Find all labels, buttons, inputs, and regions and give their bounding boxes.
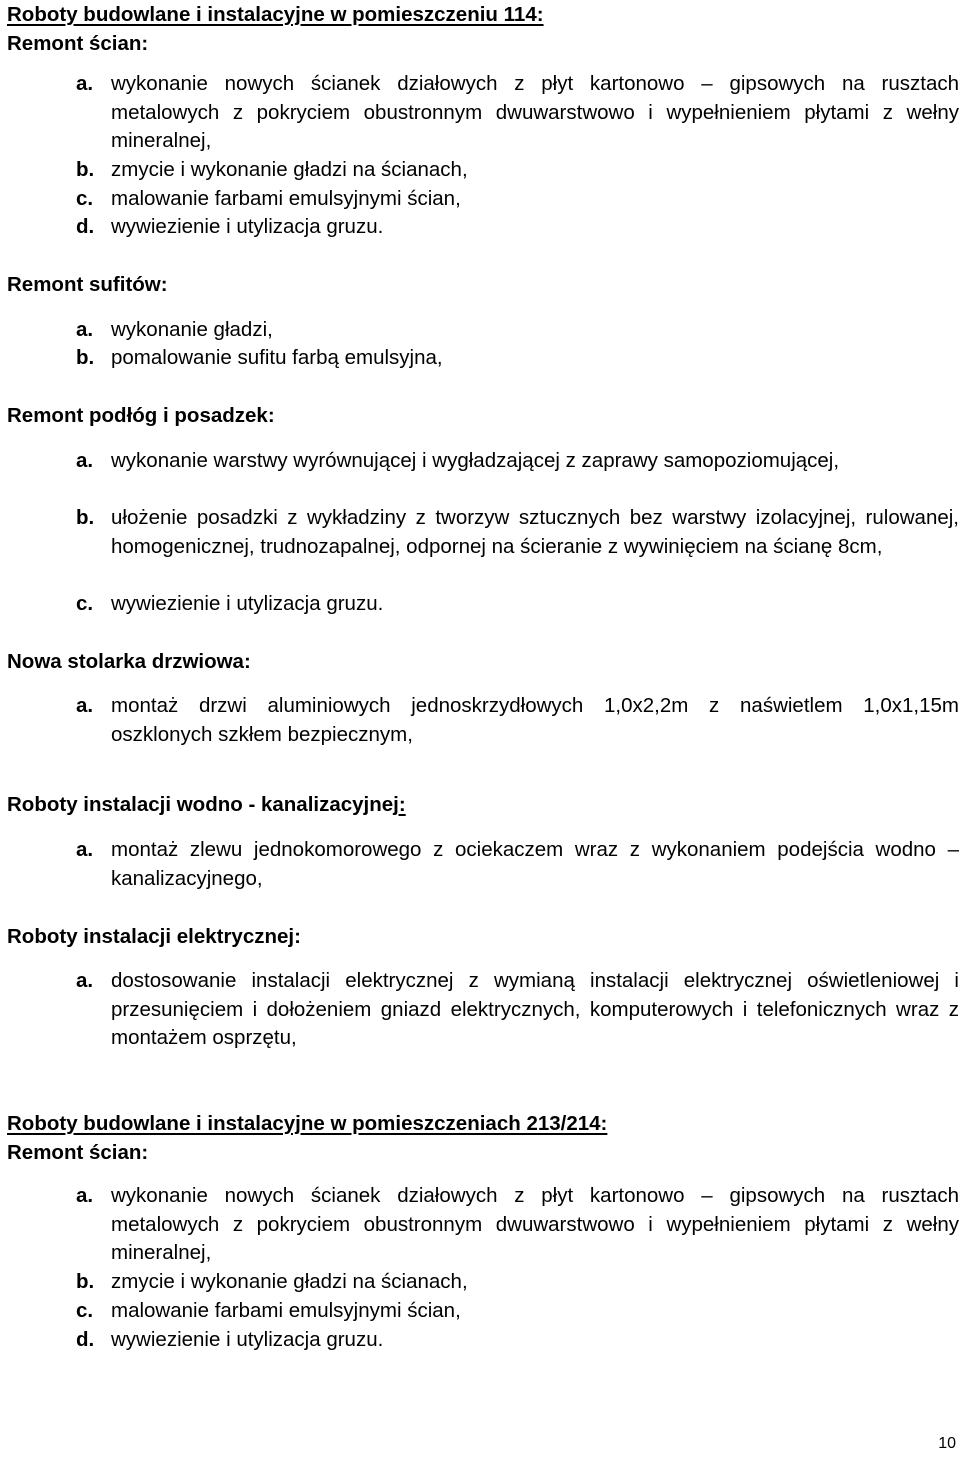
page-number: 10 (938, 1435, 956, 1452)
list-item (76, 344, 959, 373)
item-label: b. (76, 346, 95, 369)
item-label: c. (76, 1299, 94, 1322)
heading-plumbing-main: Roboty instalacji wodno - kanalizacyjne (7, 793, 394, 816)
item-label: a. (76, 72, 94, 95)
item-text: wywiezienie i utylizacja gruzu. (111, 215, 384, 238)
heading-floors: Remont podłóg i posadzek: (7, 404, 275, 427)
list-item (76, 1182, 959, 1268)
item-text: wywiezienie i utylizacja gruzu. (111, 592, 384, 615)
list-item (76, 504, 959, 561)
item-label: a. (76, 1184, 94, 1207)
item-label: c. (76, 592, 94, 615)
heading-plumbing (7, 791, 406, 819)
item-text: zmycie i wykonanie gładzi na ścianach, (111, 158, 468, 181)
section-title-213-214: Roboty budowlane i instalacyjne w pomieszczeniach 213/214: (7, 1112, 608, 1135)
item-label: a. (76, 969, 94, 992)
item-text: montaż zlewu jednokomorowego z ociekaczem wraz z wykonaniem podejścia wodno – kanalizacyjnego, (111, 838, 959, 890)
list-item (76, 967, 959, 1053)
list-item (76, 590, 959, 619)
item-label: a. (76, 318, 94, 341)
item-text: ułożenie posadzki z wykładziny z tworzyw sztucznych bez warstwy izolacyjnej, rulowanej, homogenicznej, trudnozapalnej, odpornej na ścieranie z wywinięciem na ścianę 8cm, (111, 506, 959, 558)
item-label: a. (76, 449, 94, 472)
item-text: zmycie i wykonanie gładzi na ścianach, (111, 1270, 468, 1293)
list-item (76, 213, 959, 242)
list-item (76, 185, 959, 214)
list-item (76, 70, 959, 156)
heading-ceilings: Remont sufitów: (7, 273, 168, 296)
list-item (76, 1326, 959, 1355)
item-text: wywiezienie i utylizacja gruzu. (111, 1328, 384, 1351)
list-item (76, 1268, 959, 1297)
item-text: malowanie farbami emulsyjnymi ścian, (111, 187, 461, 210)
item-label: a. (76, 838, 94, 861)
item-text: wykonanie warstwy wyrównującej i wygładzającej z zaprawy samopoziomującej, (111, 449, 840, 472)
list-item (76, 1297, 959, 1326)
item-label: c. (76, 187, 94, 210)
item-text: pomalowanie sufitu farbą emulsyjna, (111, 346, 443, 369)
item-text: wykonanie gładzi, (111, 318, 273, 341)
item-text: dostosowanie instalacji elektrycznej z wymianą instalacji elektrycznej oświetleniowej i przesunięciem i dołożeniem gniazd elektrycznych, komputerowych i telefonicznych wraz z montażem osprzętu, (111, 969, 959, 1049)
item-text: wykonanie nowych ścianek działowych z płyt kartonowo – gipsowych na rusztach metalowych z pokryciem obustronnym dwuwarstwowo i wypełnieniem płytami z wełny mineralnej, (111, 1184, 959, 1264)
heading-walls-2: Remont ścian: (7, 1141, 149, 1164)
item-text: wykonanie nowych ścianek działowych z płyt kartonowo – gipsowych na rusztach metalowych z pokryciem obustronnym dwuwarstwowo i wypełnieniem płytami z wełny mineralnej, (111, 72, 959, 152)
list-item (76, 447, 959, 476)
heading-doors: Nowa stolarka drzwiowa: (7, 650, 251, 673)
heading-walls: Remont ścian: (7, 32, 149, 55)
item-label: d. (76, 215, 95, 238)
list-item (76, 692, 959, 749)
section-title-114: Roboty budowlane i instalacyjne w pomieszczeniu 114: (7, 3, 544, 26)
item-text: malowanie farbami emulsyjnymi ścian, (111, 1299, 461, 1322)
item-label: b. (76, 158, 95, 181)
list-item (76, 836, 959, 893)
list-item (76, 156, 959, 185)
item-label: d. (76, 1328, 95, 1351)
item-text: montaż drzwi aluminiowych jednoskrzydłowych 1,0x2,2m z naświetlem 1,0x1,15m oszklonych szkłem bezpiecznym, (111, 694, 959, 746)
heading-plumbing-tail: j: (393, 793, 406, 816)
list-item (76, 316, 959, 345)
item-label: a. (76, 694, 94, 717)
heading-electrical: Roboty instalacji elektrycznej: (7, 925, 301, 948)
item-label: b. (76, 506, 95, 529)
item-label: b. (76, 1270, 95, 1293)
